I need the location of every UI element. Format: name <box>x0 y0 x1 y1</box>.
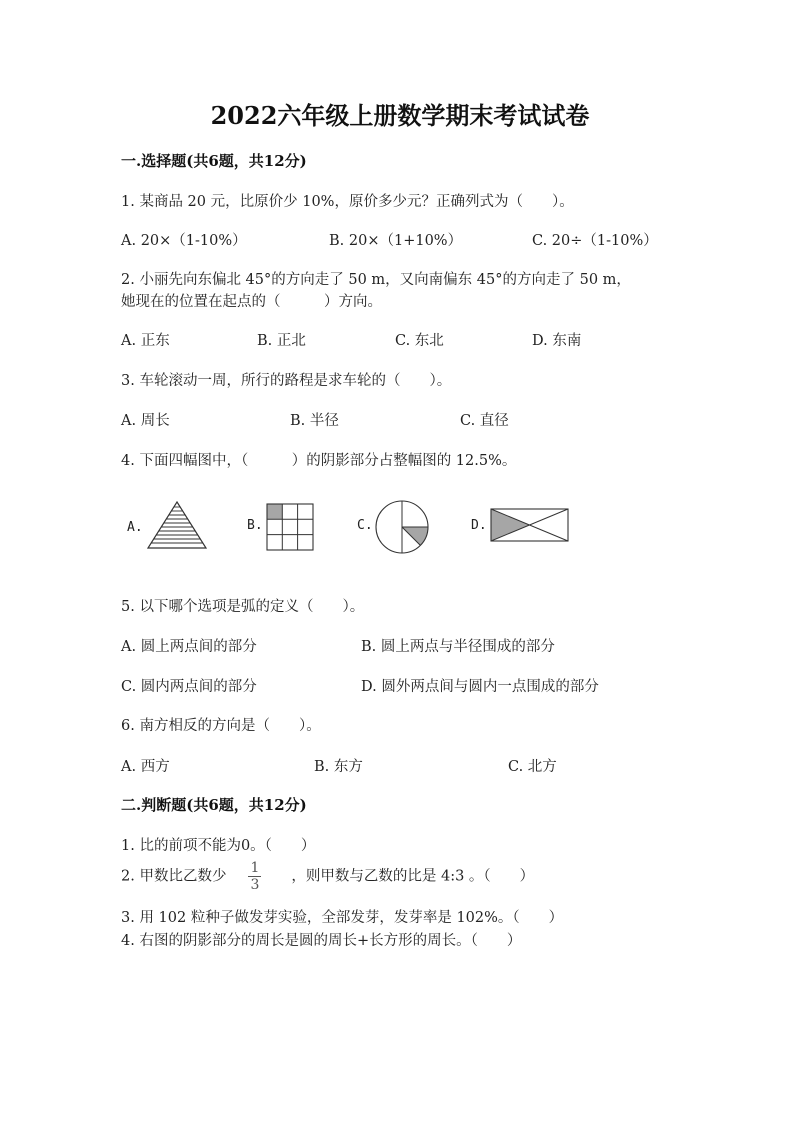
question-3: 3. 车轮滚动一周，所行的路程是求车轮的（ ）。 <box>121 373 452 389</box>
q5-option-d[interactable]: D. 圆外两点间与圆内一点围成的部分 <box>361 679 599 695</box>
question-6: 6. 南方相反的方向是（ ）。 <box>121 718 321 734</box>
fraction-denominator: 3 <box>250 877 260 893</box>
q6-option-b[interactable]: B. 东方 <box>314 759 363 775</box>
question-4: 4. 下面四幅图中，（ ）的阴影部分占整幅图的 12.5%。 <box>121 453 517 469</box>
q4-figure-b-grid <box>266 503 316 551</box>
judge-question-3: 3. 用 102 粒种子做发芽实验，全部发芽，发芽率是 102%。（ ） <box>121 910 564 926</box>
judge-question-4: 4. 右图的阴影部分的周长是圆的周长+长方形的周长。（ ） <box>121 933 522 949</box>
question-2-line2: 她现在的位置在起点的（ ）方向。 <box>121 294 382 310</box>
q6-option-c[interactable]: C. 北方 <box>508 759 557 775</box>
q1-option-a[interactable]: A. 20×（1-10%） <box>121 233 247 249</box>
section-heading-judge: 二.判断题(共6题，共12分) <box>121 796 307 814</box>
q2-option-a[interactable]: A. 正东 <box>121 333 170 349</box>
q4-figure-c-label[interactable]: C. <box>357 518 373 533</box>
q4-figure-d-rectangle <box>490 508 570 542</box>
q1-option-b[interactable]: B. 20×（1+10%） <box>329 233 463 249</box>
q2-option-c[interactable]: C. 东北 <box>395 333 444 349</box>
fraction-one-third <box>248 860 261 893</box>
q2-option-d[interactable]: D. 东南 <box>532 333 582 349</box>
page-title: 2022六年级上册数学期末考试试卷 <box>210 101 590 130</box>
q1-option-c[interactable]: C. 20÷（1-10%） <box>532 233 658 249</box>
judge-question-1: 1. 比的前项不能为0。（ ） <box>121 838 316 854</box>
q3-option-b[interactable]: B. 半径 <box>290 413 339 429</box>
question-2-line1: 2. 小丽先向东偏北 45°的方向走了 50 m，又向南偏东 45°的方向走了 50 m， <box>121 272 631 288</box>
fraction-numerator: 1 <box>250 860 260 876</box>
judge-question-2-text-after: ，则甲数与乙数的比是 4:3 。（ ） <box>291 868 535 885</box>
q4-figure-a-triangle <box>146 500 208 550</box>
judge-question-2-text-before: 2. 甲数比乙数少 <box>121 868 227 885</box>
q4-figure-b-label[interactable]: B. <box>247 518 263 533</box>
q4-figure-c-circle <box>374 499 430 555</box>
q3-option-c[interactable]: C. 直径 <box>460 413 509 429</box>
q4-figure-d-label[interactable]: D. <box>471 518 487 533</box>
q3-option-a[interactable]: A. 周长 <box>121 413 170 429</box>
section-heading-choice: 一.选择题(共6题，共12分) <box>121 152 307 170</box>
q4-figure-a-label[interactable]: A. <box>127 520 143 535</box>
q2-option-b[interactable]: B. 正北 <box>257 333 306 349</box>
question-5: 5. 以下哪个选项是弧的定义（ ）。 <box>121 599 365 615</box>
q6-option-a[interactable]: A. 西方 <box>121 759 170 775</box>
q5-option-b[interactable]: B. 圆上两点与半径围成的部分 <box>361 639 555 655</box>
q5-option-a[interactable]: A. 圆上两点间的部分 <box>121 639 257 655</box>
q5-option-c[interactable]: C. 圆内两点间的部分 <box>121 679 257 695</box>
question-1: 1. 某商品 20 元，比原价少 10%，原价多少元？正确列式为（ ）。 <box>121 194 574 210</box>
judge-question-2 <box>121 860 534 893</box>
